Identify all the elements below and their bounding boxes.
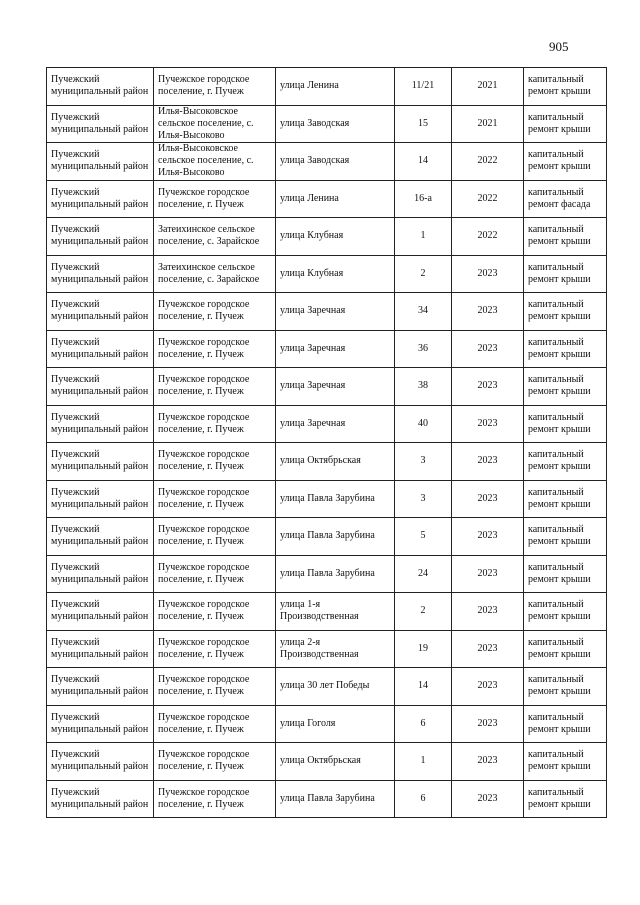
house-number-cell: 2 — [395, 255, 452, 293]
district-cell: Пучежский муниципальный район — [47, 518, 154, 556]
settlement-cell: Пучежское городское поселение, г. Пучеж — [154, 480, 276, 518]
district-cell: Пучежский муниципальный район — [47, 180, 154, 218]
year-cell: 2023 — [452, 443, 524, 481]
settlement-cell: Пучежское городское поселение, г. Пучеж — [154, 180, 276, 218]
work-type-cell: капитальный ремонт крыши — [524, 705, 607, 743]
house-number-cell: 6 — [395, 780, 452, 818]
page-number: 905 — [549, 39, 569, 54]
house-number-cell: 3 — [395, 480, 452, 518]
house-number-cell: 14 — [395, 143, 452, 181]
street-cell: улица Павла Зарубина — [276, 518, 395, 556]
settlement-cell: Пучежское городское поселение, г. Пучеж — [154, 368, 276, 406]
year-cell: 2023 — [452, 668, 524, 706]
district-cell: Пучежский муниципальный район — [47, 668, 154, 706]
house-number-cell: 1 — [395, 743, 452, 781]
settlement-cell: Затеихинское сельское поселение, с. Зарайское — [154, 255, 276, 293]
district-cell: Пучежский муниципальный район — [47, 330, 154, 368]
table-body — [47, 68, 607, 818]
year-cell: 2023 — [452, 593, 524, 631]
year-cell: 2021 — [452, 68, 524, 106]
table-row — [47, 405, 607, 443]
work-type-cell: капитальный ремонт крыши — [524, 405, 607, 443]
street-cell: улица 1-я Производственная — [276, 593, 395, 631]
settlement-cell: Пучежское городское поселение, г. Пучеж — [154, 780, 276, 818]
settlement-cell: Затеихинское сельское поселение, с. Зарайское — [154, 218, 276, 256]
house-number-cell: 11/21 — [395, 68, 452, 106]
street-cell: улица Октябрьская — [276, 743, 395, 781]
year-cell: 2023 — [452, 480, 524, 518]
district-cell: Пучежский муниципальный район — [47, 705, 154, 743]
work-type-cell: капитальный ремонт крыши — [524, 480, 607, 518]
district-cell: Пучежский муниципальный район — [47, 480, 154, 518]
settlement-cell: Пучежское городское поселение, г. Пучеж — [154, 705, 276, 743]
settlement-cell: Пучежское городское поселение, г. Пучеж — [154, 630, 276, 668]
work-type-cell: капитальный ремонт крыши — [524, 105, 607, 143]
house-number-cell: 40 — [395, 405, 452, 443]
street-cell: улица Ленина — [276, 180, 395, 218]
street-cell: улица Заречная — [276, 368, 395, 406]
year-cell: 2023 — [452, 518, 524, 556]
settlement-cell: Пучежское городское поселение, г. Пучеж — [154, 555, 276, 593]
house-number-cell: 38 — [395, 368, 452, 406]
work-type-cell: капитальный ремонт крыши — [524, 743, 607, 781]
year-cell: 2023 — [452, 630, 524, 668]
repair-schedule-table — [46, 67, 607, 818]
district-cell: Пучежский муниципальный район — [47, 405, 154, 443]
table-row — [47, 518, 607, 556]
house-number-cell: 34 — [395, 293, 452, 331]
district-cell: Пучежский муниципальный район — [47, 593, 154, 631]
house-number-cell: 15 — [395, 105, 452, 143]
street-cell: улица Заречная — [276, 330, 395, 368]
work-type-cell: капитальный ремонт крыши — [524, 443, 607, 481]
table-row — [47, 255, 607, 293]
district-cell: Пучежский муниципальный район — [47, 68, 154, 106]
house-number-cell: 6 — [395, 705, 452, 743]
settlement-cell: Пучежское городское поселение, г. Пучеж — [154, 293, 276, 331]
year-cell: 2021 — [452, 105, 524, 143]
year-cell: 2023 — [452, 255, 524, 293]
district-cell: Пучежский муниципальный район — [47, 555, 154, 593]
year-cell: 2023 — [452, 555, 524, 593]
district-cell: Пучежский муниципальный район — [47, 368, 154, 406]
table-row — [47, 443, 607, 481]
district-cell: Пучежский муниципальный район — [47, 143, 154, 181]
work-type-cell: капитальный ремонт крыши — [524, 293, 607, 331]
year-cell: 2023 — [452, 405, 524, 443]
house-number-cell: 16-а — [395, 180, 452, 218]
table-row — [47, 293, 607, 331]
street-cell: улица Клубная — [276, 255, 395, 293]
street-cell: улица Заводская — [276, 105, 395, 143]
district-cell: Пучежский муниципальный район — [47, 443, 154, 481]
street-cell: улица Ленина — [276, 68, 395, 106]
street-cell: улица Гоголя — [276, 705, 395, 743]
table-row — [47, 368, 607, 406]
table-row — [47, 105, 607, 143]
street-cell: улица 2-я Производственная — [276, 630, 395, 668]
work-type-cell: капитальный ремонт фасада — [524, 180, 607, 218]
district-cell: Пучежский муниципальный район — [47, 218, 154, 256]
settlement-cell: Пучежское городское поселение, г. Пучеж — [154, 330, 276, 368]
table-row — [47, 555, 607, 593]
street-cell: улица Павла Зарубина — [276, 480, 395, 518]
table-row — [47, 743, 607, 781]
year-cell: 2023 — [452, 780, 524, 818]
settlement-cell: Пучежское городское поселение, г. Пучеж — [154, 68, 276, 106]
settlement-cell: Пучежское городское поселение, г. Пучеж — [154, 518, 276, 556]
work-type-cell: капитальный ремонт крыши — [524, 630, 607, 668]
work-type-cell: капитальный ремонт крыши — [524, 255, 607, 293]
street-cell: улица Октябрьская — [276, 443, 395, 481]
settlement-cell: Пучежское городское поселение, г. Пучеж — [154, 668, 276, 706]
house-number-cell: 19 — [395, 630, 452, 668]
year-cell: 2023 — [452, 743, 524, 781]
table-row — [47, 593, 607, 631]
house-number-cell: 1 — [395, 218, 452, 256]
house-number-cell: 36 — [395, 330, 452, 368]
settlement-cell: Пучежское городское поселение, г. Пучеж — [154, 743, 276, 781]
work-type-cell: капитальный ремонт крыши — [524, 555, 607, 593]
settlement-cell: Пучежское городское поселение, г. Пучеж — [154, 593, 276, 631]
year-cell: 2023 — [452, 293, 524, 331]
table-row — [47, 143, 607, 181]
table-row — [47, 668, 607, 706]
settlement-cell: Пучежское городское поселение, г. Пучеж — [154, 405, 276, 443]
work-type-cell: капитальный ремонт крыши — [524, 143, 607, 181]
work-type-cell: капитальный ремонт крыши — [524, 330, 607, 368]
year-cell: 2023 — [452, 705, 524, 743]
table-row — [47, 705, 607, 743]
year-cell: 2022 — [452, 143, 524, 181]
table-row — [47, 480, 607, 518]
settlement-cell: Илья-Высоковское сельское поселение, с. Илья-Высоково — [154, 105, 276, 143]
table-row — [47, 630, 607, 668]
table-row — [47, 180, 607, 218]
district-cell: Пучежский муниципальный район — [47, 293, 154, 331]
district-cell: Пучежский муниципальный район — [47, 105, 154, 143]
street-cell: улица 30 лет Победы — [276, 668, 395, 706]
table-row — [47, 780, 607, 818]
district-cell: Пучежский муниципальный район — [47, 255, 154, 293]
street-cell: улица Павла Зарубина — [276, 780, 395, 818]
work-type-cell: капитальный ремонт крыши — [524, 368, 607, 406]
settlement-cell: Илья-Высоковское сельское поселение, с. Илья-Высоково — [154, 143, 276, 181]
year-cell: 2022 — [452, 218, 524, 256]
house-number-cell: 3 — [395, 443, 452, 481]
work-type-cell: капитальный ремонт крыши — [524, 668, 607, 706]
work-type-cell: капитальный ремонт крыши — [524, 68, 607, 106]
street-cell: улица Заречная — [276, 405, 395, 443]
district-cell: Пучежский муниципальный район — [47, 630, 154, 668]
house-number-cell: 24 — [395, 555, 452, 593]
street-cell: улица Заводская — [276, 143, 395, 181]
house-number-cell: 2 — [395, 593, 452, 631]
work-type-cell: капитальный ремонт крыши — [524, 593, 607, 631]
year-cell: 2023 — [452, 368, 524, 406]
work-type-cell: капитальный ремонт крыши — [524, 218, 607, 256]
table-row — [47, 68, 607, 106]
house-number-cell: 14 — [395, 668, 452, 706]
table-row — [47, 330, 607, 368]
table-row — [47, 218, 607, 256]
house-number-cell: 5 — [395, 518, 452, 556]
settlement-cell: Пучежское городское поселение, г. Пучеж — [154, 443, 276, 481]
street-cell: улица Павла Зарубина — [276, 555, 395, 593]
year-cell: 2023 — [452, 330, 524, 368]
work-type-cell: капитальный ремонт крыши — [524, 780, 607, 818]
street-cell: улица Клубная — [276, 218, 395, 256]
district-cell: Пучежский муниципальный район — [47, 743, 154, 781]
street-cell: улица Заречная — [276, 293, 395, 331]
year-cell: 2022 — [452, 180, 524, 218]
work-type-cell: капитальный ремонт крыши — [524, 518, 607, 556]
district-cell: Пучежский муниципальный район — [47, 780, 154, 818]
